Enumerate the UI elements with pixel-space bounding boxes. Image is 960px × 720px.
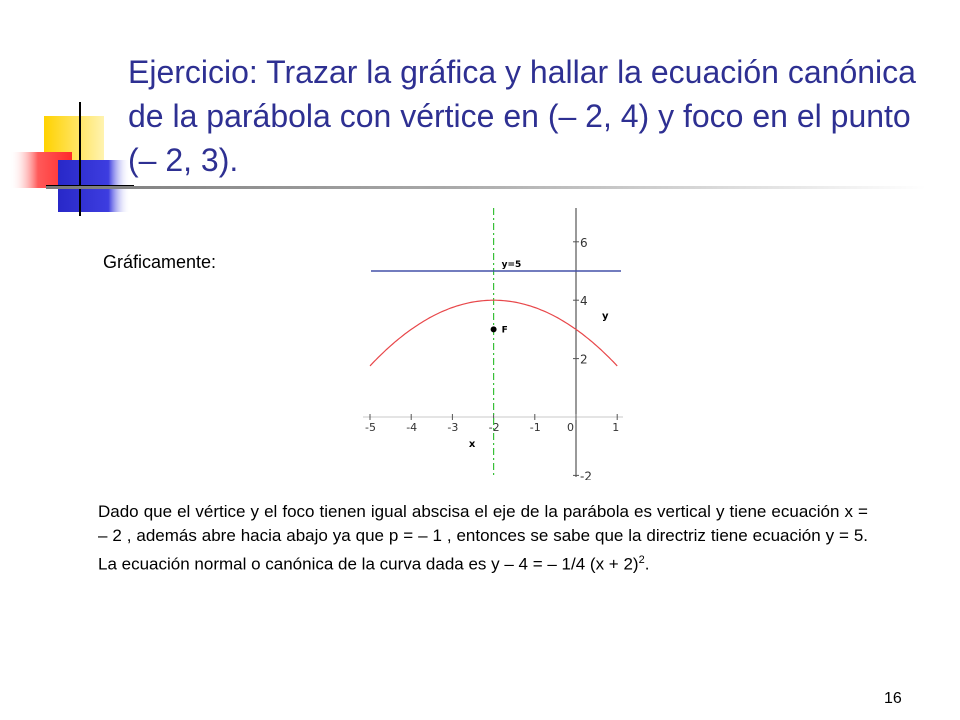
explanation-end: . <box>644 554 650 574</box>
parabola-chart <box>355 205 635 480</box>
focus-point <box>491 326 497 332</box>
x-tick-label: 1 <box>612 421 620 434</box>
x-tick-label: -4 <box>406 421 418 434</box>
y-tick-label: 2 <box>580 352 588 367</box>
graph-label: Gráficamente: <box>103 252 217 272</box>
y-tick-label: -2 <box>580 469 592 480</box>
x-tick-label: 0 <box>567 421 574 434</box>
x-tick-label: -5 <box>365 421 376 434</box>
title-underline <box>46 186 926 189</box>
directrix-label: y=5 <box>501 260 522 270</box>
y-axis-label: y <box>602 311 609 323</box>
explanation-text <box>98 500 868 577</box>
explanation-main: Dado que el vértice y el foco tienen igual abscisa el eje de la parábola es vertical y tiene ecuación x = – 2 , además abre hacia abajo ya que p = – 1 , entonces se sabe que la directriz tiene ecuación y = 5. La ecuación normal o canónica de la curva dada es y – 4 = – 1/4 (x + 2) <box>98 502 868 574</box>
y-tick-label: 6 <box>580 235 588 250</box>
decorative-squares <box>0 100 140 220</box>
x-axis-label: x <box>468 439 476 450</box>
y-tick-label: 4 <box>580 294 588 309</box>
focus-label: F <box>501 325 508 336</box>
x-tick-label: -1 <box>529 421 541 434</box>
x-tick-label: -3 <box>447 421 459 434</box>
exponent: 2 <box>638 554 645 566</box>
slide-title: Ejercicio: Trazar la gráfica y hallar la ecuación canónica de la parábola con vértice en (– 2, 4) y foco en el punto (– 2, 3). <box>128 54 916 178</box>
x-tick-label: -2 <box>488 421 500 434</box>
page-number: 16 <box>884 690 902 707</box>
